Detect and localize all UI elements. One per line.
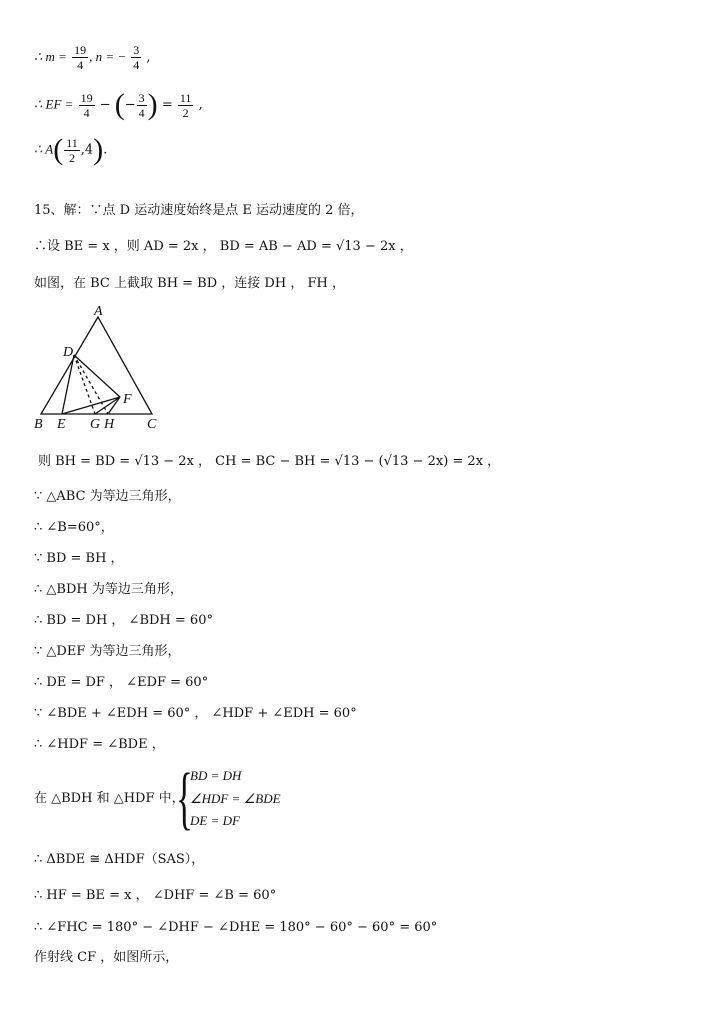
ef-f2-den: 4 — [138, 105, 145, 120]
label-a: A — [94, 304, 103, 319]
step-angle-fhc: ∴ ∠FHC = 180° − ∠DHF − ∠DHE = 180° − 60° − 60° = 60° — [34, 920, 438, 935]
ef-paren-open: ( — [114, 88, 125, 121]
line-ef — [34, 90, 203, 120]
step-angle-sums: ∵ ∠BDE + ∠EDH = 60° ， ∠HDF + ∠EDH = 60° — [34, 706, 357, 721]
a-paren-close: ) — [93, 133, 104, 166]
n-label: , n = − — [89, 49, 127, 64]
point-a-label: ∴ A — [34, 141, 54, 157]
step-bdh-equilateral: ∴ △BDH 为等边三角形， — [34, 582, 183, 597]
step-hdf-bde: ∴ ∠HDF = ∠BDE ， — [34, 737, 165, 752]
line-m-n — [34, 43, 151, 72]
m-denominator: 4 — [77, 58, 84, 72]
label-f: F — [123, 392, 132, 407]
step-congruent: ∴ ΔBDE ≅ ΔHDF（SAS）， — [34, 852, 205, 867]
step-angle-b: ∴ ∠B=60°， — [34, 520, 114, 535]
ef-f3-num: 11 — [179, 90, 192, 105]
label-e: E — [57, 417, 66, 430]
a-paren-open: ( — [53, 133, 64, 166]
label-g: G — [90, 417, 101, 430]
n-denominator: 4 — [133, 58, 140, 72]
label-b: B — [34, 417, 43, 430]
problem-15-heading: 15、解：∵点 D 运动速度始终是点 E 运动速度的 2 倍， — [34, 203, 364, 218]
ef-inner-minus: − — [124, 97, 136, 113]
step-abc-equilateral: ∵ △ABC 为等边三角形， — [34, 489, 181, 504]
segment-ef — [62, 397, 120, 414]
ef-f3-den: 2 — [182, 105, 189, 120]
a-y: ,4 — [80, 142, 94, 158]
step-ray-cf: 作射线 CF ，如图所示， — [34, 950, 179, 965]
triangle-abc — [41, 317, 152, 414]
step-de-df: ∴ DE = DF ， ∠EDF = 60° — [34, 675, 209, 690]
ef-fraction-3 — [178, 91, 194, 120]
segment-gf — [95, 397, 120, 414]
ef-paren-close: ) — [147, 88, 158, 121]
segment-de — [62, 355, 74, 414]
line3-end: . — [103, 142, 108, 158]
label-c: C — [147, 417, 157, 430]
label-h: H — [104, 417, 115, 430]
a-num: 11 — [66, 135, 78, 150]
line1-end: , — [146, 50, 151, 65]
ef-f1-den: 4 — [83, 105, 90, 120]
step-bd-dh: ∴ BD = DH ， ∠BDH = 60° — [34, 613, 213, 628]
segment-df — [74, 355, 120, 397]
n-fraction — [131, 43, 141, 72]
triangle-figure — [30, 300, 180, 430]
system-line-3: DE = DF — [190, 813, 240, 828]
m-label: ∴ m = — [34, 49, 67, 64]
a-fraction — [64, 136, 80, 165]
system-line-2: ∠HDF = ∠BDE — [190, 791, 281, 806]
ef-equals: = — [161, 97, 173, 113]
line2-end: , — [198, 97, 203, 113]
line-set-be: ∴设 BE = x ，则 AD = 2x ， BD = AB − AD = √13 − 2x ， — [34, 239, 413, 254]
in-triangles-line: 在 △BDH 和 △HDF 中， — [34, 791, 185, 806]
ef-fraction-1 — [79, 91, 95, 120]
step-hf-be: ∴ HF = BE = x ， ∠DHF = ∠B = 60° — [34, 888, 277, 903]
line-then-bh: 则 BH = BD = √13 − 2x ， CH = BC − BH = √13 − (√13 − 2x) = 2x ， — [38, 454, 501, 469]
ef-f2-num: 3 — [138, 90, 145, 105]
ef-minus: − — [99, 97, 111, 113]
ef-f1-num: 19 — [80, 90, 93, 105]
ef-fraction-2 — [137, 91, 147, 120]
step-bd-bh: ∵ BD = BH ， — [34, 551, 124, 566]
step-def-equilateral: ∵ △DEF 为等边三角形， — [34, 644, 181, 659]
ef-label: ∴ EF = — [34, 96, 74, 112]
label-d: D — [63, 345, 74, 360]
line-point-a — [34, 135, 107, 165]
line-figure-intro: 如图，在 BC 上截取 BH = BD ，连接 DH ， FH ， — [34, 276, 345, 291]
system-brace: { — [176, 760, 193, 837]
m-numerator: 19 — [74, 43, 87, 57]
a-den: 2 — [69, 150, 76, 165]
n-numerator: 3 — [133, 43, 140, 57]
system-line-1: BD = DH — [190, 768, 242, 783]
m-fraction — [72, 43, 88, 72]
